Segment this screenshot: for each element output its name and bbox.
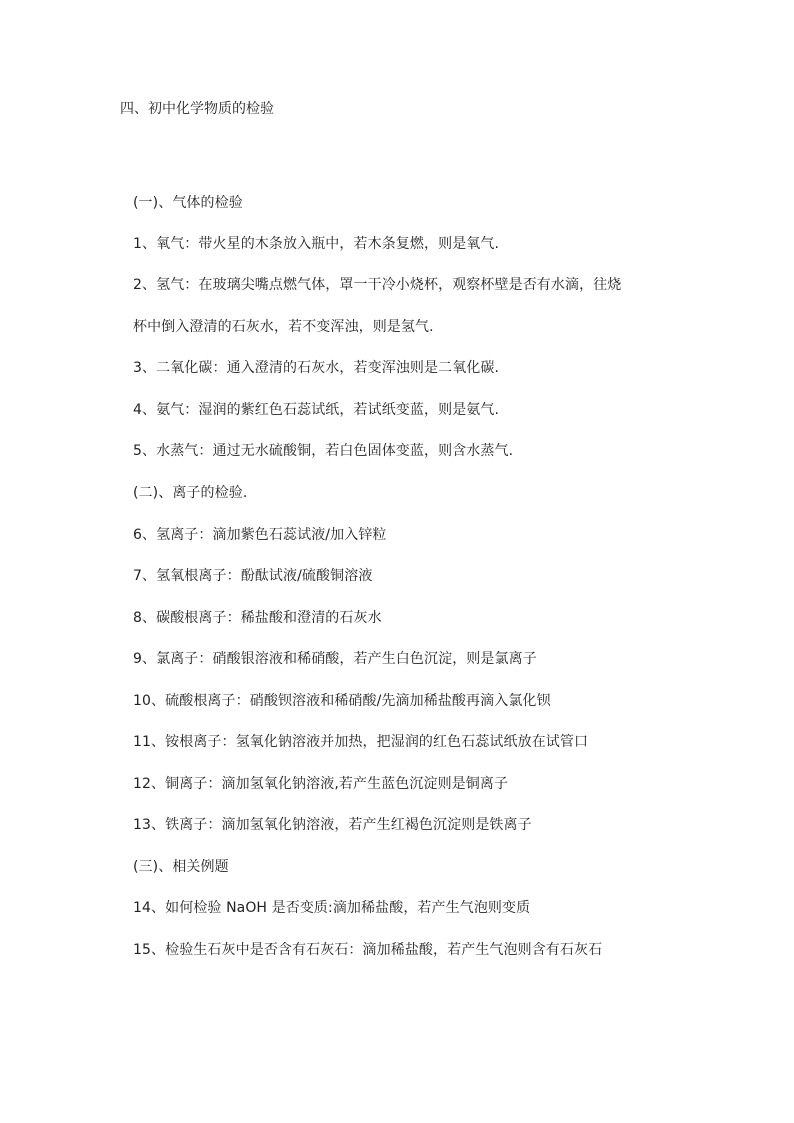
list-item: 1、氧气：带火星的木条放入瓶中，若木条复燃，则是氧气. bbox=[133, 236, 500, 252]
list-item: 9、氯离子：硝酸银溶液和稀硝酸，若产生白色沉淀，则是氯离子 bbox=[133, 651, 537, 667]
list-item-continuation: 杯中倒入澄清的石灰水，若不变浑浊，则是氢气. bbox=[133, 319, 434, 335]
list-item: 8、碳酸根离子：稀盐酸和澄清的石灰水 bbox=[133, 610, 382, 626]
list-item: 2、氢气：在玻璃尖嘴点燃气体，罩一干冷小烧杯，观察杯壁是否有水滴，往烧 bbox=[133, 277, 622, 293]
list-item: 15、检验生石灰中是否含有石灰石：滴加稀盐酸，若产生气泡则含有石灰石 bbox=[133, 942, 603, 958]
list-item: 11、铵根离子：氢氧化钠溶液并加热，把湿润的红色石蕊试纸放在试管口 bbox=[133, 734, 589, 750]
document-title: 四、初中化学物质的检验 bbox=[120, 101, 274, 117]
list-item: 6、氢离子：滴加紫色石蕊试液/加入锌粒 bbox=[133, 527, 387, 543]
section-heading: (三)、相关例题 bbox=[133, 859, 229, 875]
list-item: 14、如何检验 NaOH 是否变质:滴加稀盐酸，若产生气泡则变质 bbox=[133, 900, 531, 916]
section-heading: (二)、离子的检验. bbox=[133, 485, 248, 501]
list-item: 12、铜离子：滴加氢氧化钠溶液,若产生蓝色沉淀则是铜离子 bbox=[133, 776, 509, 792]
list-item: 3、二氧化碳：通入澄清的石灰水，若变浑浊则是二氧化碳. bbox=[133, 360, 500, 376]
list-item: 10、硫酸根离子：硝酸钡溶液和稀硝酸/先滴加稀盐酸再滴入氯化钡 bbox=[133, 693, 551, 709]
list-item: 7、氢氧根离子：酚酞试液/硫酸铜溶液 bbox=[133, 568, 373, 584]
section-heading: (一)、气体的检验 bbox=[133, 195, 243, 211]
list-item: 13、铁离子：滴加氢氧化钠溶液，若产生红褐色沉淀则是铁离子 bbox=[133, 817, 532, 833]
list-item: 5、水蒸气：通过无水硫酸铜，若白色固体变蓝，则含水蒸气. bbox=[133, 443, 514, 459]
list-item: 4、氨气：湿润的紫红色石蕊试纸，若试纸变蓝，则是氨气. bbox=[133, 402, 500, 418]
